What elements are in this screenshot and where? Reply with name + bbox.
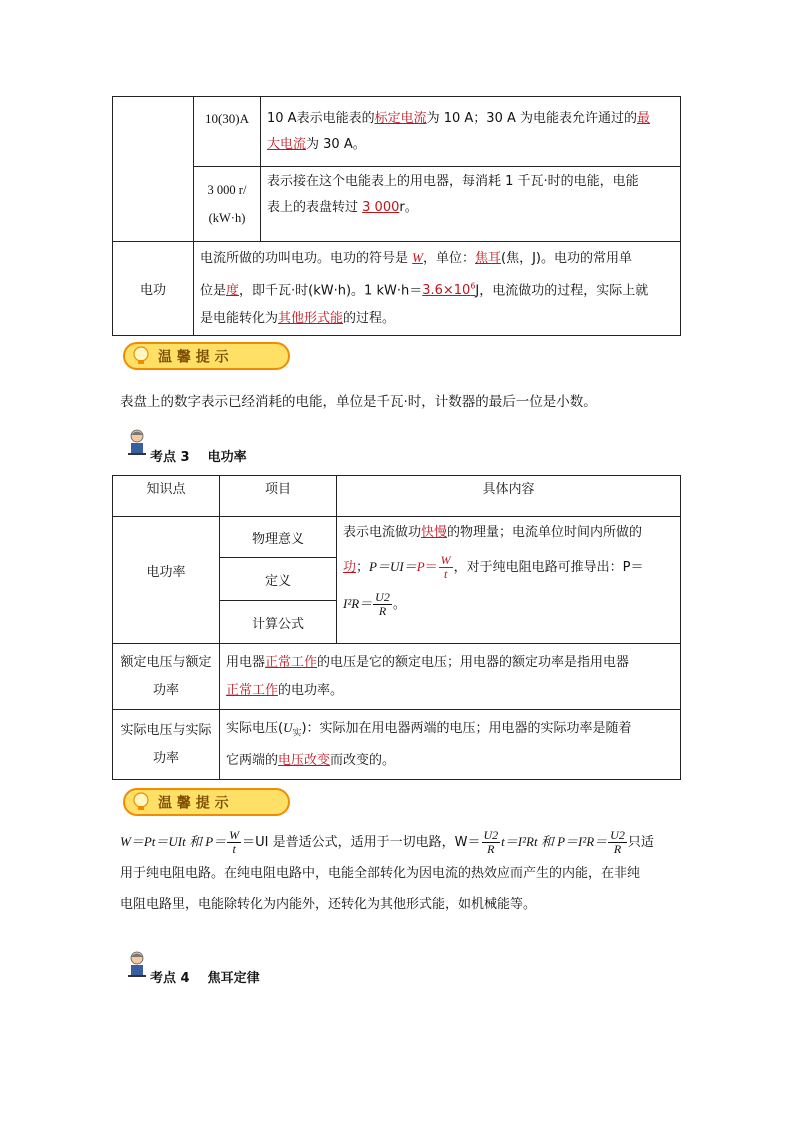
table-electric-power <box>112 475 681 780</box>
col-header-knowledge: 知识点 <box>113 476 220 517</box>
power-content: 表示电流做功快慢的物理量；电流单位时间内所做的 功；P＝UI＝P＝ $\frac{W}{t}$ ，对于纯电阻电路可推导出：P＝ I²R＝ $\frac{U2}{R}$ 。 <box>337 517 681 644</box>
item-definition: 定义 <box>220 558 337 601</box>
tip-banner-text: 温 馨 提 示 <box>158 349 229 366</box>
meter-rev-label: 3 000 r/ (kW·h) <box>194 167 261 242</box>
teacher-avatar-icon <box>126 428 148 456</box>
rated-content: 用电器正常工作的电压是它的额定电压；用电器的额定功率是指用电器 正常工作的电功率。 <box>220 644 681 710</box>
table-blank-cell <box>113 97 194 242</box>
power-label: 电功率 <box>113 517 220 644</box>
rated-label: 额定电压与额定功率 <box>113 644 220 710</box>
item-formula: 计算公式 <box>220 601 337 644</box>
actual-content: 实际电压$(U_实)$：实际加在用电器两端的电压；用电器的实际功率是随着 它两端的电压改变而改变的。 <box>220 710 681 780</box>
tip-text-1: 表盘上的数字表示已经消耗的电能，单位是千瓦·时，计数器的最后一位是小数。 <box>120 394 597 410</box>
col-header-content: 具体内容 <box>337 476 681 517</box>
electric-work-content: 电流所做的功叫电功。电功的符号是 W，单位：焦耳(焦，J)。电功的常用单 位是度，即千瓦·时(kW·h)。1 $kW\cdot h=3.6\times 10^6J$，电流做功的过程，实际上就 是电能转化为其他形式能的过程。 <box>194 242 681 336</box>
tip-text-2: W＝Pt＝UIt 和 P＝ $\frac{W}{t}$ ＝UI 是普适公式，适用于一切电路，W＝ $\frac{U2}{R}$ t＝I²Rt 和 P＝I²R＝ $\frac{U2}{R}$ 只适 用于纯电阻电路。在纯电阻电路中，电能全部转化为因电流的热效应而产生的内能，在非纯 电阻电路里，电能除转化为内能外，还转化为其他形式能，如机械能等。 <box>120 828 654 912</box>
electric-work-label: 电功 <box>113 242 194 336</box>
table-electric-meter <box>112 96 681 336</box>
actual-label: 实际电压与实际功率 <box>113 710 220 780</box>
tip-banner-text: 温 馨 提 示 <box>158 795 229 812</box>
teacher-avatar-icon <box>126 950 148 978</box>
meter-rating-content: 10 A表示电能表的标定电流为 10 A；30 A 为电能表允许通过的最 大电流为 30 A。 <box>261 97 681 167</box>
meter-rev-content: 表示接在这个电能表上的用电器，每消耗 1 千瓦·时的电能，电能 表上的表盘转过 3 000r。 <box>261 167 681 242</box>
col-header-item: 项目 <box>220 476 337 517</box>
section-heading-kd4: 考点 4 焦耳定律 <box>150 971 260 986</box>
meter-rating-label: 10(30)A <box>194 97 261 167</box>
section-heading-kd3: 考点 3 电功率 <box>150 450 247 465</box>
item-physical-meaning: 物理意义 <box>220 517 337 558</box>
tip-banner-1 <box>122 340 292 372</box>
tip-banner-2 <box>122 786 292 818</box>
